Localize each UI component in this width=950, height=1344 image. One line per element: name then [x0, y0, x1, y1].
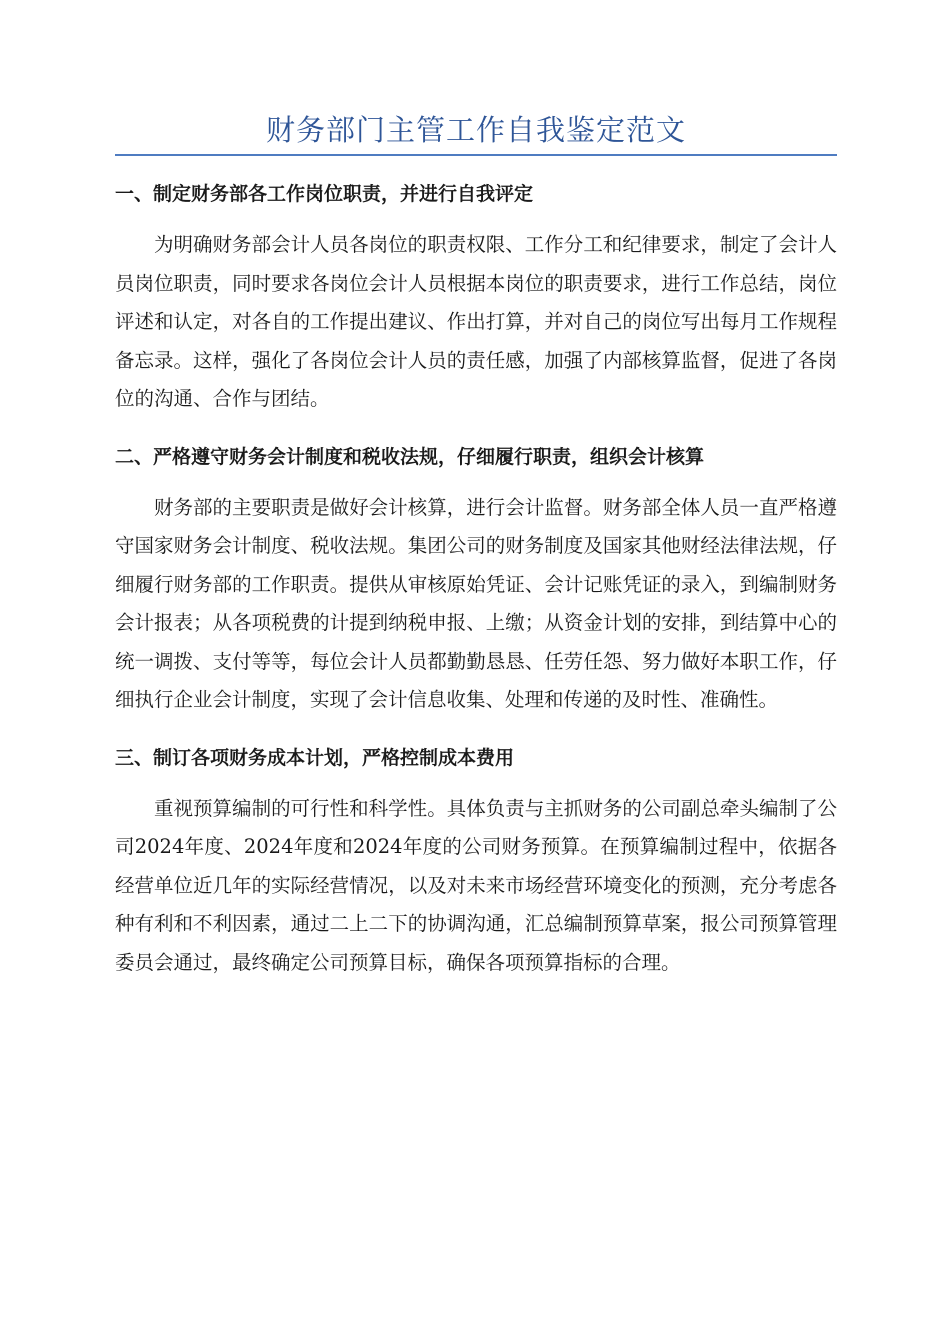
section-1 [115, 180, 837, 419]
section-heading: 一、制定财务部各工作岗位职责，并进行自我评定 [115, 183, 534, 205]
document-page [115, 110, 837, 982]
section-body: 财务部的主要职责是做好会计核算，进行会计监督。财务部全体人员一直严格遵守国家财务会计制度、税收法规。集团公司的财务制度及国家其他财经法律法规，仔细履行财务部的工作职责。提供从审核原始凭证、会计记账凭证的录入，到编制财务会计报表；从各项税费的计提到纳税申报、上缴；从资金计划的安排，到结算中心的统一调拨、支付等等，每位会计人员都勤勤恳恳、任劳任怨、努力做好本职工作，仔细执行企业会计制度，实现了会计信息收集、处理和传递的及时性、准确性。 [115, 495, 837, 711]
section-2 [115, 443, 837, 720]
document-title: 财务部门主管工作自我鉴定范文 [115, 110, 837, 156]
section-heading: 三、制订各项财务成本计划，严格控制成本费用 [115, 746, 515, 769]
section-body: 为明确财务部会计人员各岗位的职责权限、工作分工和纪律要求，制定了会计人员岗位职责，同时要求各岗位会计人员根据本岗位的职责要求，进行工作总结，岗位评述和认定，对各自的工作提出建议、作出打算，并对自己的岗位写出每月工作规程备忘录。这样，强化了各岗位会计人员的责任感，加强了内部核算监督，促进了各岗位的沟通、合作与团结。 [115, 233, 837, 410]
section-heading: 二、严格遵守财务会计制度和税收法规，仔细履行职责，组织会计核算 [115, 445, 705, 468]
section-3 [115, 744, 837, 983]
section-body: 重视预算编制的可行性和科学性。具体负责与主抓财务的公司副总牵头编制了公司2024年度、2024年度和2024年度的公司财务预算。在预算编制过程中，依据各经营单位近几年的实际经营情况，以及对未来市场经营环境变化的预测，充分考虑各种有利和不利因素，通过二上二下的协调沟通，汇总编制预算草案，报公司预算管理委员会通过，最终确定公司预算目标，确保各项预算指标的合理。 [115, 796, 837, 974]
